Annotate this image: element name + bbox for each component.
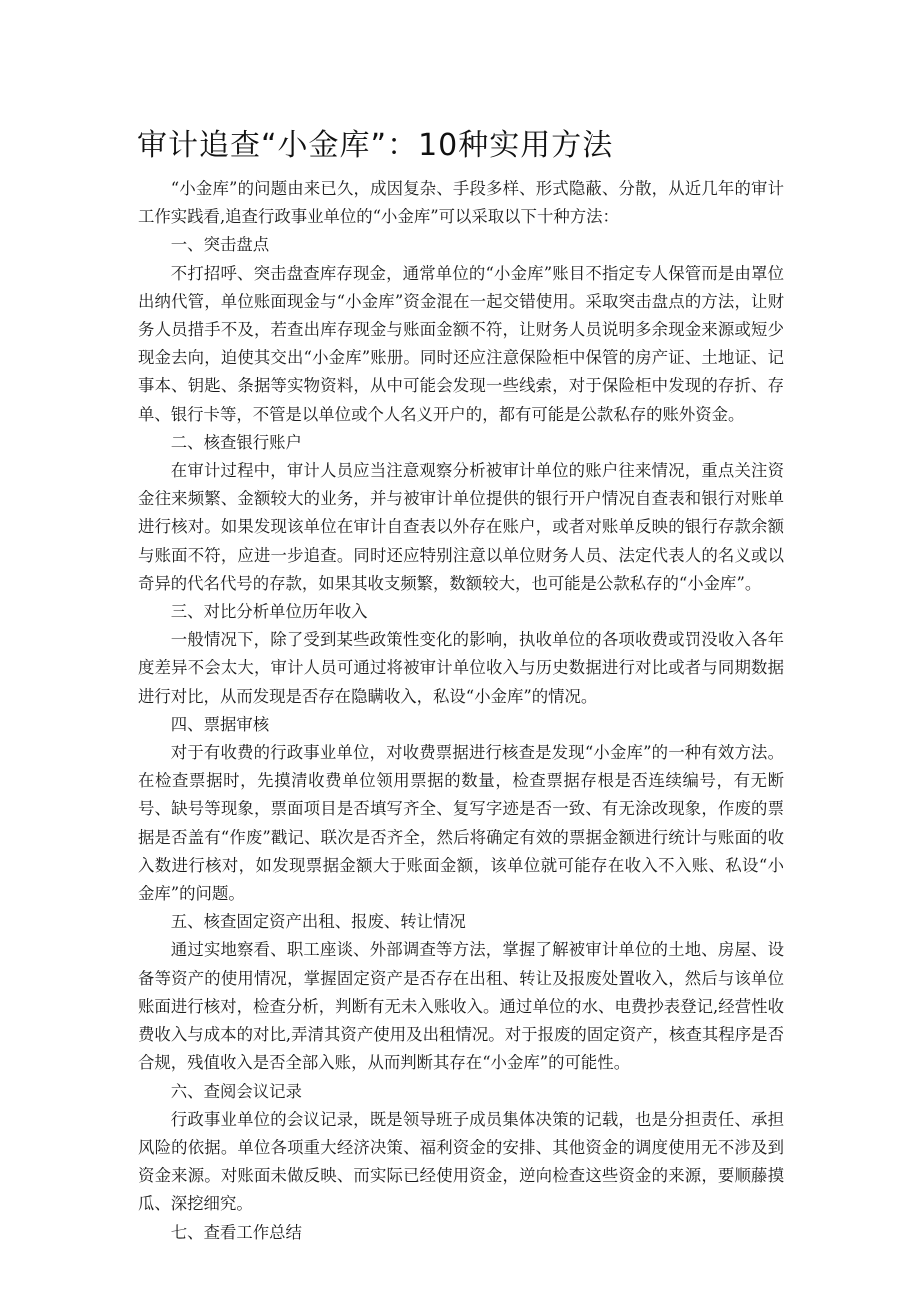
section-text-5: 通过实地察看、职工座谈、外部调查等方法，掌握了解被审计单位的土地、房屋、设备等资产的使用情况，掌握固定资产是否存在出租、转让及报废处置收入，然后与该单位账面进行核对，检查分析，判断有无未入账收入。通过单位的水、电费抄表登记,经营性收费收入与成本的对比,弄清其资产使用及出租情况。对于报废的固定资产，核查其程序是否合规，残值收入是否全部入账，从而判断其存在“小金库”的可能性。 bbox=[138, 940, 784, 1073]
section-text-2: 在审计过程中，审计人员应当注意观察分析被审计单位的账户往来情况，重点关注资金往来频繁、金额较大的业务，并与被审计单位提供的银行开户情况自查表和银行对账单进行核对。如果发现该单位在审计自查表以外存在账户，或者对账单反映的银行存款余额与账面不符，应进一步追查。同时还应特别注意以单位财务人员、法定代表人的名义或以奇异的代名代号的存款，如果其收支频繁，数额较大，也可能是公款私存的“小金库”。 bbox=[138, 461, 784, 593]
section-heading-2: 二、核查银行账户 bbox=[170, 432, 302, 452]
section-heading-5: 五、核查固定资产出租、报废、转让情况 bbox=[170, 912, 466, 932]
section-heading-6: 六、查阅会议记录 bbox=[170, 1081, 302, 1101]
section-text-6: 行政事业单位的会议记录，既是领导班子成员集体决策的记载，也是分担责任、承担风险的依据。单位各项重大经济决策、福利资金的安排、其他资金的调度使用无不涉及到资金来源。对账面未做反映、而实际已经使用资金，逆向检查这些资金的来源，要顺藤摸瓜、深挖细究。 bbox=[138, 1109, 784, 1214]
section-heading-7: 七、查看工作总结 bbox=[170, 1222, 302, 1242]
intro-paragraph: “小金库”的问题由来已久，成因复杂、手段多样、形式隐蔽、分散，从近几年的审计工作实践看,追查行政事业单位的“小金库”可以采取以下十种方法： bbox=[138, 179, 784, 227]
section-heading-4: 四、票据审核 bbox=[170, 714, 270, 734]
section-text-3: 一般情况下，除了受到某些政策性变化的影响，执收单位的各项收费或罚没收入各年度差异不会太大，审计人员可通过将被审计单位收入与历史数据进行对比或者与同期数据进行对比，从而发现是否存在隐瞒收入，私设“小金库”的情况。 bbox=[138, 630, 784, 706]
section-text-4: 对于有收费的行政事业单位，对收费票据进行核查是发现“小金库”的一种有效方法。在检查票据时，先摸清收费单位领用票据的数量，检查票据存根是否连续编号，有无断号、缺号等现象，票面项目是否填写齐全、复写字迹是否一致、有无涂改现象，作废的票据是否盖有“作废”戳记、联次是否齐全，然后将确定有效的票据金额进行统计与账面的收入数进行核对，如发现票据金额大于账面金额，该单位就可能存在收入不入账、私设“小金库”的问题。 bbox=[138, 743, 784, 904]
section-heading-1: 一、突击盘点 bbox=[170, 235, 270, 255]
document-title: 审计追查“小金库”：10种实用方法 bbox=[137, 128, 614, 163]
document-body bbox=[138, 175, 784, 1247]
section-heading-3: 三、对比分析单位历年收入 bbox=[170, 602, 368, 622]
section-text-1: 不打招呼、突击盘查库存现金，通常单位的“小金库”账目不指定专人保管而是由罩位出纳代管，单位账面现金与“小金库”资金混在一起交错使用。采取突击盘点的方法，让财务人员措手不及，若查出库存现金与账面金额不符，让财务人员说明多余现金来源或短少现金去向，迫使其交出“小金库”账册。同时还应注意保险柜中保管的房产证、土地证、记事本、钥匙、条据等实物资料，从中可能会发现一些线索，对于保险柜中发现的存折、存单、银行卡等，不管是以单位或个人名义开户的，都有可能是公款私存的账外资金。 bbox=[138, 263, 784, 424]
